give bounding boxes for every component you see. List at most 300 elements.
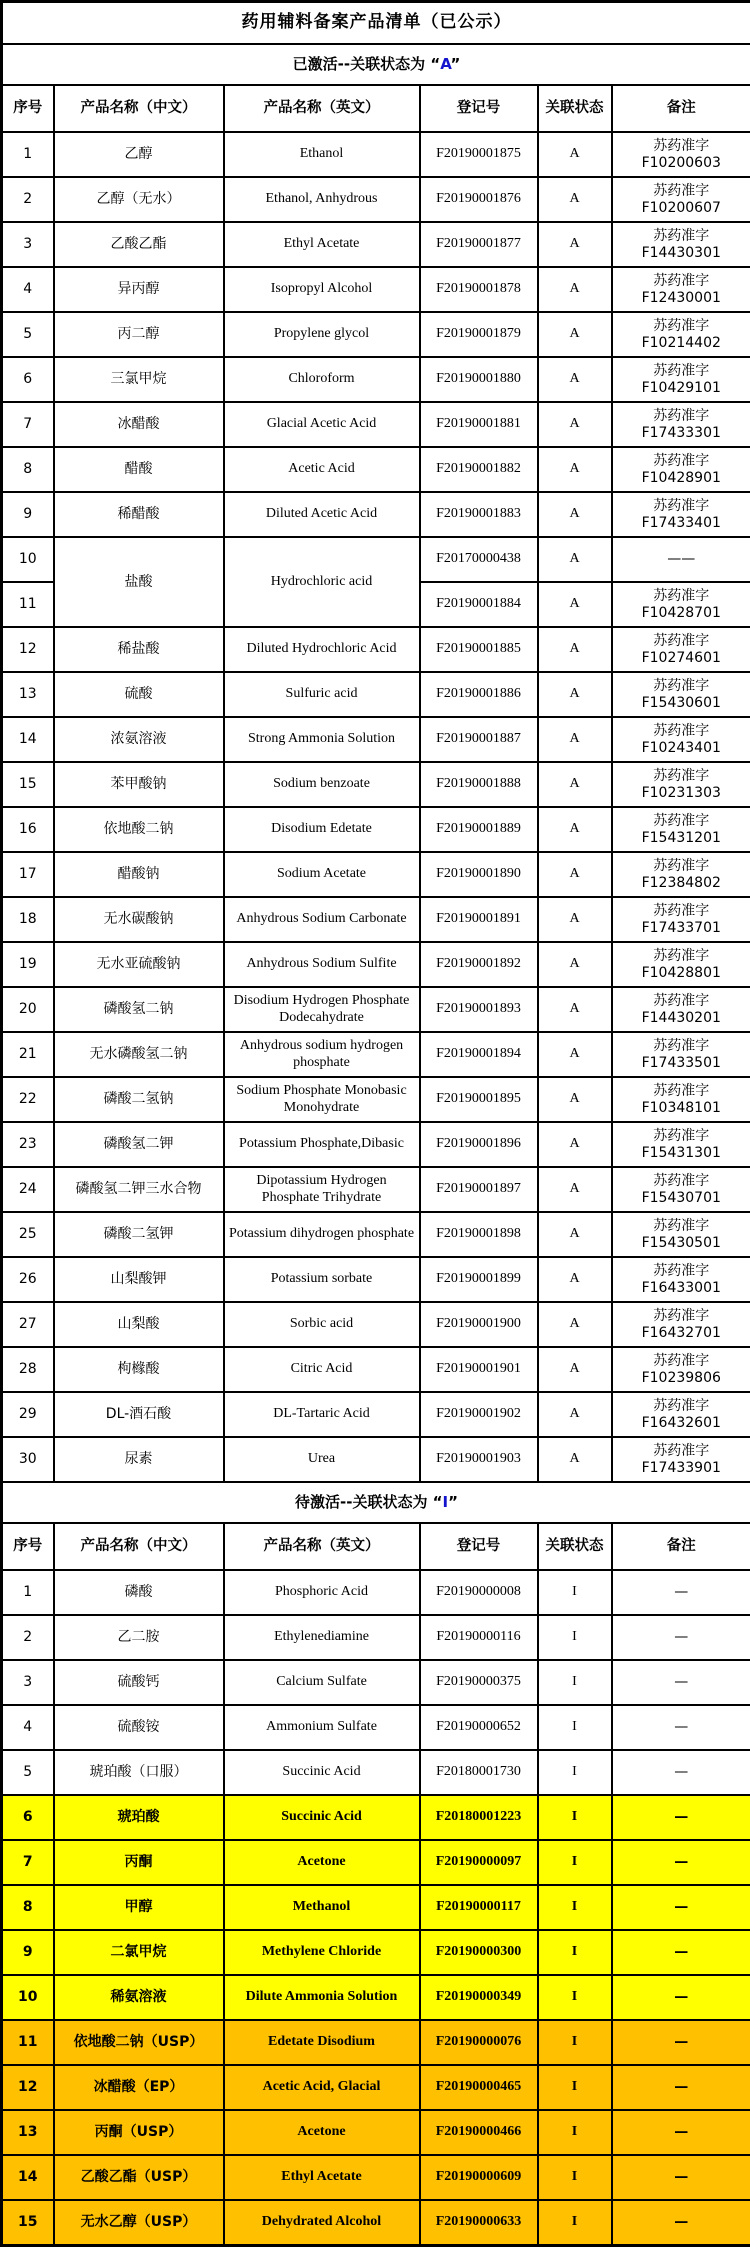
section-banner-row bbox=[2, 1482, 750, 1523]
product-name-en-cell: Urea bbox=[224, 1437, 420, 1482]
product-name-en-cell: Sulfuric acid bbox=[224, 672, 420, 717]
link-status-cell: A bbox=[538, 717, 612, 762]
product-name-en-cell: Ethanol bbox=[224, 132, 420, 177]
column-header: 关联状态 bbox=[538, 1523, 612, 1570]
registration-number-cell: F20190001875 bbox=[420, 132, 538, 177]
table-row bbox=[2, 852, 750, 897]
note-cell: 苏药准字F15430601 bbox=[612, 672, 750, 717]
product-name-cn-cell: 尿素 bbox=[54, 1437, 224, 1482]
product-name-cn-cell: 三氯甲烷 bbox=[54, 357, 224, 402]
note-cell: 苏药准字F10239806 bbox=[612, 1347, 750, 1392]
table-row bbox=[2, 762, 750, 807]
product-name-cn-cell: 山梨酸 bbox=[54, 1302, 224, 1347]
note-cell: 苏药准字F10428701 bbox=[612, 582, 750, 627]
product-name-en-cell: Potassium Phosphate,Dibasic bbox=[224, 1122, 420, 1167]
column-header: 产品名称（中文） bbox=[54, 1523, 224, 1570]
registration-number-cell: F20190001895 bbox=[420, 1077, 538, 1122]
product-name-cn-cell: 丙酮（USP） bbox=[54, 2110, 224, 2155]
product-name-en-cell: Ethyl Acetate bbox=[224, 222, 420, 267]
registration-number-cell: F20190001877 bbox=[420, 222, 538, 267]
row-number-cell: 14 bbox=[2, 2155, 54, 2200]
table-row bbox=[2, 312, 750, 357]
table-row bbox=[2, 1840, 750, 1885]
registration-number-cell: F20190001885 bbox=[420, 627, 538, 672]
link-status-cell: A bbox=[538, 537, 612, 582]
link-status-cell: A bbox=[538, 1212, 612, 1257]
table-row bbox=[2, 447, 750, 492]
row-number-cell: 27 bbox=[2, 1302, 54, 1347]
row-number-cell: 11 bbox=[2, 582, 54, 627]
link-status-cell: A bbox=[538, 582, 612, 627]
column-header-row bbox=[2, 85, 750, 132]
link-status-cell: A bbox=[538, 942, 612, 987]
table-row bbox=[2, 717, 750, 762]
link-status-cell: I bbox=[538, 1930, 612, 1975]
table-row bbox=[2, 1615, 750, 1660]
product-name-cn-cell: 无水乙醇（USP） bbox=[54, 2200, 224, 2246]
product-name-en-cell: Sodium benzoate bbox=[224, 762, 420, 807]
note-cell: 苏药准字F10200607 bbox=[612, 177, 750, 222]
row-number-cell: 12 bbox=[2, 2065, 54, 2110]
registration-number-cell: F20190000465 bbox=[420, 2065, 538, 2110]
product-name-cn-cell: 磷酸二氢钠 bbox=[54, 1077, 224, 1122]
note-cell: —— bbox=[612, 537, 750, 582]
note-cell: — bbox=[612, 1930, 750, 1975]
product-name-cn-cell: 丙酮 bbox=[54, 1840, 224, 1885]
note-cell: 苏药准字F12384802 bbox=[612, 852, 750, 897]
product-name-en-cell: Anhydrous sodium hydrogen phosphate bbox=[224, 1032, 420, 1077]
table-row bbox=[2, 1705, 750, 1750]
link-status-cell: A bbox=[538, 492, 612, 537]
banner-text-suffix: ” bbox=[450, 54, 461, 73]
note-cell: — bbox=[612, 1705, 750, 1750]
banner-status-letter: A bbox=[440, 54, 451, 73]
column-header: 产品名称（英文） bbox=[224, 1523, 420, 1570]
link-status-cell: I bbox=[538, 1660, 612, 1705]
column-header: 登记号 bbox=[420, 1523, 538, 1570]
product-name-en-cell: Methanol bbox=[224, 1885, 420, 1930]
banner-text-suffix: ” bbox=[448, 1492, 458, 1511]
product-name-en-cell: Disodium Edetate bbox=[224, 807, 420, 852]
registration-number-cell: F20190001897 bbox=[420, 1167, 538, 1212]
row-number-cell: 15 bbox=[2, 762, 54, 807]
registration-number-cell: F20190001881 bbox=[420, 402, 538, 447]
link-status-cell: A bbox=[538, 807, 612, 852]
banner-text: 待激活--关联状态为 “ bbox=[295, 1492, 443, 1511]
registration-number-cell: F20190001880 bbox=[420, 357, 538, 402]
registration-number-cell: F20190001899 bbox=[420, 1257, 538, 1302]
link-status-cell: I bbox=[538, 2110, 612, 2155]
link-status-cell: I bbox=[538, 1705, 612, 1750]
row-number-cell: 8 bbox=[2, 447, 54, 492]
registration-number-cell: F20190001890 bbox=[420, 852, 538, 897]
registration-number-cell: F20190000609 bbox=[420, 2155, 538, 2200]
registration-number-cell: F20190001886 bbox=[420, 672, 538, 717]
note-cell: 苏药准字F12430001 bbox=[612, 267, 750, 312]
product-name-cn-cell: 稀氨溶液 bbox=[54, 1975, 224, 2020]
product-name-en-cell: Propylene glycol bbox=[224, 312, 420, 357]
product-name-en-cell: Isopropyl Alcohol bbox=[224, 267, 420, 312]
note-cell: 苏药准字F10274601 bbox=[612, 627, 750, 672]
row-number-cell: 14 bbox=[2, 717, 54, 762]
product-name-cn-cell: 山梨酸钾 bbox=[54, 1257, 224, 1302]
table-row bbox=[2, 2065, 750, 2110]
link-status-cell: A bbox=[538, 762, 612, 807]
row-number-cell: 13 bbox=[2, 2110, 54, 2155]
product-name-cn-cell: 浓氨溶液 bbox=[54, 717, 224, 762]
table-row bbox=[2, 672, 750, 717]
row-number-cell: 2 bbox=[2, 177, 54, 222]
product-name-cn-cell: 乙醇 bbox=[54, 132, 224, 177]
column-header: 序号 bbox=[2, 1523, 54, 1570]
product-name-cn-cell: 依地酸二钠 bbox=[54, 807, 224, 852]
registration-number-cell: F20190001888 bbox=[420, 762, 538, 807]
product-name-cn-cell: 磷酸二氢钾 bbox=[54, 1212, 224, 1257]
product-name-en-cell: Citric Acid bbox=[224, 1347, 420, 1392]
row-number-cell: 4 bbox=[2, 1705, 54, 1750]
table-row bbox=[2, 1302, 750, 1347]
link-status-cell: I bbox=[538, 1615, 612, 1660]
row-number-cell: 17 bbox=[2, 852, 54, 897]
column-header: 备注 bbox=[612, 85, 750, 132]
row-number-cell: 13 bbox=[2, 672, 54, 717]
column-header: 产品名称（中文） bbox=[54, 85, 224, 132]
note-cell: 苏药准字F17433701 bbox=[612, 897, 750, 942]
row-number-cell: 5 bbox=[2, 1750, 54, 1795]
registration-number-cell: F20190001883 bbox=[420, 492, 538, 537]
table-row bbox=[2, 1660, 750, 1705]
note-cell: 苏药准字F10348101 bbox=[612, 1077, 750, 1122]
product-name-en-cell: Sodium Acetate bbox=[224, 852, 420, 897]
product-name-cn-cell: 磷酸氢二钾三水合物 bbox=[54, 1167, 224, 1212]
banner-status-letter: I bbox=[442, 1492, 449, 1511]
note-cell: 苏药准字F10214402 bbox=[612, 312, 750, 357]
note-cell: 苏药准字F15430501 bbox=[612, 1212, 750, 1257]
row-number-cell: 5 bbox=[2, 312, 54, 357]
row-number-cell: 16 bbox=[2, 807, 54, 852]
note-cell: 苏药准字F10428901 bbox=[612, 447, 750, 492]
registration-number-cell: F20190001903 bbox=[420, 1437, 538, 1482]
link-status-cell: A bbox=[538, 852, 612, 897]
title-row bbox=[2, 2, 750, 45]
product-name-cn-cell: 苯甲酸钠 bbox=[54, 762, 224, 807]
registration-number-cell: F20190000008 bbox=[420, 1570, 538, 1615]
registration-number-cell: F20190001876 bbox=[420, 177, 538, 222]
registration-number-cell: F20170000438 bbox=[420, 537, 538, 582]
registration-number-cell: F20190000652 bbox=[420, 1705, 538, 1750]
product-name-en-cell: Succinic Acid bbox=[224, 1750, 420, 1795]
product-name-cn-cell: 乙酸乙酯 bbox=[54, 222, 224, 267]
link-status-cell: I bbox=[538, 2065, 612, 2110]
product-name-en-cell: Sodium Phosphate Monobasic Monohydrate bbox=[224, 1077, 420, 1122]
table-row bbox=[2, 1795, 750, 1840]
link-status-cell: A bbox=[538, 402, 612, 447]
column-header-row bbox=[2, 1523, 750, 1570]
product-name-en-cell: Ethyl Acetate bbox=[224, 2155, 420, 2200]
table-row bbox=[2, 2110, 750, 2155]
note-cell: 苏药准字F17433501 bbox=[612, 1032, 750, 1077]
row-number-cell: 11 bbox=[2, 2020, 54, 2065]
note-cell: — bbox=[612, 1615, 750, 1660]
row-number-cell: 8 bbox=[2, 1885, 54, 1930]
registration-number-cell: F20190001887 bbox=[420, 717, 538, 762]
row-number-cell: 24 bbox=[2, 1167, 54, 1212]
row-number-cell: 2 bbox=[2, 1615, 54, 1660]
note-cell: 苏药准字F10429101 bbox=[612, 357, 750, 402]
link-status-cell: A bbox=[538, 357, 612, 402]
note-cell: 苏药准字F17433301 bbox=[612, 402, 750, 447]
banner-text: 已激活--关联状态为 “ bbox=[292, 54, 441, 73]
note-cell: 苏药准字F10231303 bbox=[612, 762, 750, 807]
product-name-cn-cell: 磷酸氢二钠 bbox=[54, 987, 224, 1032]
product-name-en-cell: Diluted Hydrochloric Acid bbox=[224, 627, 420, 672]
row-number-cell: 7 bbox=[2, 402, 54, 447]
link-status-cell: I bbox=[538, 1570, 612, 1615]
product-name-en-cell: Potassium sorbate bbox=[224, 1257, 420, 1302]
table-row bbox=[2, 897, 750, 942]
registration-number-cell: F20190000349 bbox=[420, 1975, 538, 2020]
link-status-cell: A bbox=[538, 1392, 612, 1437]
product-name-cn-cell: 琥珀酸 bbox=[54, 1795, 224, 1840]
registration-number-cell: F20190001889 bbox=[420, 807, 538, 852]
row-number-cell: 7 bbox=[2, 1840, 54, 1885]
note-cell: — bbox=[612, 2065, 750, 2110]
note-cell: 苏药准字F17433401 bbox=[612, 492, 750, 537]
product-name-en-cell: Calcium Sulfate bbox=[224, 1660, 420, 1705]
note-cell: — bbox=[612, 1840, 750, 1885]
link-status-cell: A bbox=[538, 627, 612, 672]
registration-number-cell: F20190000117 bbox=[420, 1885, 538, 1930]
product-name-en-cell: Chloroform bbox=[224, 357, 420, 402]
column-header: 关联状态 bbox=[538, 85, 612, 132]
row-number-cell: 29 bbox=[2, 1392, 54, 1437]
product-name-en-cell: Dehydrated Alcohol bbox=[224, 2200, 420, 2246]
note-cell: — bbox=[612, 2020, 750, 2065]
product-name-cn-cell: 盐酸 bbox=[54, 537, 224, 627]
column-header: 登记号 bbox=[420, 85, 538, 132]
product-name-cn-cell: 乙酸乙酯（USP） bbox=[54, 2155, 224, 2200]
link-status-cell: I bbox=[538, 1885, 612, 1930]
row-number-cell: 4 bbox=[2, 267, 54, 312]
link-status-cell: I bbox=[538, 1840, 612, 1885]
table-row bbox=[2, 1122, 750, 1167]
product-name-cn-cell: 稀醋酸 bbox=[54, 492, 224, 537]
product-name-en-cell: Anhydrous Sodium Sulfite bbox=[224, 942, 420, 987]
product-name-en-cell: Glacial Acetic Acid bbox=[224, 402, 420, 447]
product-name-cn-cell: 硫酸 bbox=[54, 672, 224, 717]
link-status-cell: A bbox=[538, 987, 612, 1032]
link-status-cell: I bbox=[538, 2155, 612, 2200]
link-status-cell: A bbox=[538, 1437, 612, 1482]
row-number-cell: 18 bbox=[2, 897, 54, 942]
row-number-cell: 22 bbox=[2, 1077, 54, 1122]
table-row bbox=[2, 402, 750, 447]
table-row bbox=[2, 627, 750, 672]
link-status-cell: A bbox=[538, 447, 612, 492]
product-name-cn-cell: 磷酸氢二钾 bbox=[54, 1122, 224, 1167]
table-row bbox=[2, 1930, 750, 1975]
link-status-cell: A bbox=[538, 1257, 612, 1302]
row-number-cell: 6 bbox=[2, 1795, 54, 1840]
note-cell: 苏药准字F16433001 bbox=[612, 1257, 750, 1302]
product-name-cn-cell: 乙醇（无水） bbox=[54, 177, 224, 222]
column-header: 序号 bbox=[2, 85, 54, 132]
product-name-en-cell: Dipotassium Hydrogen Phosphate Trihydrate bbox=[224, 1167, 420, 1212]
note-cell: 苏药准字F14430301 bbox=[612, 222, 750, 267]
product-name-cn-cell: 硫酸钙 bbox=[54, 1660, 224, 1705]
section-banner bbox=[2, 44, 750, 85]
product-name-en-cell: Hydrochloric acid bbox=[224, 537, 420, 627]
column-header: 产品名称（英文） bbox=[224, 85, 420, 132]
table-row bbox=[2, 2155, 750, 2200]
table-row bbox=[2, 177, 750, 222]
link-status-cell: I bbox=[538, 1975, 612, 2020]
registration-number-cell: F20190001884 bbox=[420, 582, 538, 627]
row-number-cell: 1 bbox=[2, 1570, 54, 1615]
registration-number-cell: F20190001896 bbox=[420, 1122, 538, 1167]
link-status-cell: A bbox=[538, 672, 612, 717]
product-name-en-cell: Acetone bbox=[224, 1840, 420, 1885]
product-name-cn-cell: 乙二胺 bbox=[54, 1615, 224, 1660]
table-row bbox=[2, 987, 750, 1032]
row-number-cell: 9 bbox=[2, 492, 54, 537]
table-row bbox=[2, 2020, 750, 2065]
row-number-cell: 19 bbox=[2, 942, 54, 987]
row-number-cell: 28 bbox=[2, 1347, 54, 1392]
note-cell: — bbox=[612, 1975, 750, 2020]
link-status-cell: I bbox=[538, 2200, 612, 2246]
row-number-cell: 3 bbox=[2, 1660, 54, 1705]
note-cell: 苏药准字F14430201 bbox=[612, 987, 750, 1032]
link-status-cell: A bbox=[538, 267, 612, 312]
row-number-cell: 30 bbox=[2, 1437, 54, 1482]
product-name-en-cell: Ethanol, Anhydrous bbox=[224, 177, 420, 222]
note-cell: 苏药准字F15430701 bbox=[612, 1167, 750, 1212]
link-status-cell: I bbox=[538, 1795, 612, 1840]
product-name-en-cell: Acetic Acid, Glacial bbox=[224, 2065, 420, 2110]
note-cell: 苏药准字F10200603 bbox=[612, 132, 750, 177]
link-status-cell: I bbox=[538, 1750, 612, 1795]
note-cell: 苏药准字F10243401 bbox=[612, 717, 750, 762]
table-row bbox=[2, 1347, 750, 1392]
section-banner-row bbox=[2, 44, 750, 85]
note-cell: 苏药准字F10428801 bbox=[612, 942, 750, 987]
product-name-en-cell: Acetone bbox=[224, 2110, 420, 2155]
link-status-cell: A bbox=[538, 1347, 612, 1392]
table-body bbox=[2, 2, 750, 2246]
product-name-cn-cell: 枸橼酸 bbox=[54, 1347, 224, 1392]
table-row bbox=[2, 1167, 750, 1212]
table-row bbox=[2, 1975, 750, 2020]
link-status-cell: A bbox=[538, 177, 612, 222]
table-row bbox=[2, 807, 750, 852]
registration-number-cell: F20190001900 bbox=[420, 1302, 538, 1347]
note-cell: 苏药准字F15431301 bbox=[612, 1122, 750, 1167]
row-number-cell: 9 bbox=[2, 1930, 54, 1975]
table-row bbox=[2, 1212, 750, 1257]
registration-number-cell: F20190001882 bbox=[420, 447, 538, 492]
product-name-en-cell: Ammonium Sulfate bbox=[224, 1705, 420, 1750]
row-number-cell: 15 bbox=[2, 2200, 54, 2246]
table-row bbox=[2, 357, 750, 402]
note-cell: — bbox=[612, 2110, 750, 2155]
table-row bbox=[2, 1257, 750, 1302]
registration-number-cell: F20190000116 bbox=[420, 1615, 538, 1660]
product-name-en-cell: Edetate Disodium bbox=[224, 2020, 420, 2065]
registration-number-cell: F20190001894 bbox=[420, 1032, 538, 1077]
product-name-cn-cell: 丙二醇 bbox=[54, 312, 224, 357]
note-cell: — bbox=[612, 1795, 750, 1840]
row-number-cell: 10 bbox=[2, 537, 54, 582]
product-name-cn-cell: 甲醇 bbox=[54, 1885, 224, 1930]
table-row bbox=[2, 537, 750, 582]
product-name-en-cell: Methylene Chloride bbox=[224, 1930, 420, 1975]
row-number-cell: 21 bbox=[2, 1032, 54, 1077]
table-row bbox=[2, 1077, 750, 1122]
product-name-en-cell: Strong Ammonia Solution bbox=[224, 717, 420, 762]
column-header: 备注 bbox=[612, 1523, 750, 1570]
note-cell: 苏药准字F16432701 bbox=[612, 1302, 750, 1347]
note-cell: 苏药准字F15431201 bbox=[612, 807, 750, 852]
product-name-cn-cell: 琥珀酸（口服） bbox=[54, 1750, 224, 1795]
note-cell: — bbox=[612, 1570, 750, 1615]
registration-number-cell: F20190000466 bbox=[420, 2110, 538, 2155]
table-row bbox=[2, 1392, 750, 1437]
link-status-cell: A bbox=[538, 1122, 612, 1167]
link-status-cell: A bbox=[538, 132, 612, 177]
product-name-en-cell: Sorbic acid bbox=[224, 1302, 420, 1347]
table-row bbox=[2, 132, 750, 177]
product-name-en-cell: Ethylenediamine bbox=[224, 1615, 420, 1660]
product-name-cn-cell: 无水亚硫酸钠 bbox=[54, 942, 224, 987]
row-number-cell: 3 bbox=[2, 222, 54, 267]
row-number-cell: 12 bbox=[2, 627, 54, 672]
note-cell: 苏药准字F16432601 bbox=[612, 1392, 750, 1437]
registration-number-cell: F20190000076 bbox=[420, 2020, 538, 2065]
registration-number-cell: F20190001893 bbox=[420, 987, 538, 1032]
product-name-en-cell: Disodium Hydrogen Phosphate Dodecahydrate bbox=[224, 987, 420, 1032]
table-row bbox=[2, 267, 750, 312]
link-status-cell: A bbox=[538, 1077, 612, 1122]
link-status-cell: A bbox=[538, 1302, 612, 1347]
note-cell: 苏药准字F17433901 bbox=[612, 1437, 750, 1482]
registration-number-cell: F20190001902 bbox=[420, 1392, 538, 1437]
link-status-cell: A bbox=[538, 897, 612, 942]
table-row bbox=[2, 222, 750, 267]
product-name-cn-cell: 醋酸钠 bbox=[54, 852, 224, 897]
product-name-cn-cell: 无水碳酸钠 bbox=[54, 897, 224, 942]
table-row bbox=[2, 1032, 750, 1077]
product-name-cn-cell: 醋酸 bbox=[54, 447, 224, 492]
note-cell: — bbox=[612, 2155, 750, 2200]
link-status-cell: A bbox=[538, 312, 612, 357]
row-number-cell: 10 bbox=[2, 1975, 54, 2020]
registration-number-cell: F20190001879 bbox=[420, 312, 538, 357]
row-number-cell: 20 bbox=[2, 987, 54, 1032]
product-name-en-cell: Acetic Acid bbox=[224, 447, 420, 492]
row-number-cell: 26 bbox=[2, 1257, 54, 1302]
product-name-cn-cell: 硫酸铵 bbox=[54, 1705, 224, 1750]
table-row bbox=[2, 2200, 750, 2246]
registration-number-cell: F20190001891 bbox=[420, 897, 538, 942]
note-cell: — bbox=[612, 1660, 750, 1705]
table-row bbox=[2, 1570, 750, 1615]
product-name-cn-cell: 冰醋酸（EP） bbox=[54, 2065, 224, 2110]
table-row bbox=[2, 942, 750, 987]
page-title: 药用辅料备案产品清单（已公示） bbox=[2, 2, 750, 45]
product-name-cn-cell: 磷酸 bbox=[54, 1570, 224, 1615]
link-status-cell: A bbox=[538, 1167, 612, 1212]
